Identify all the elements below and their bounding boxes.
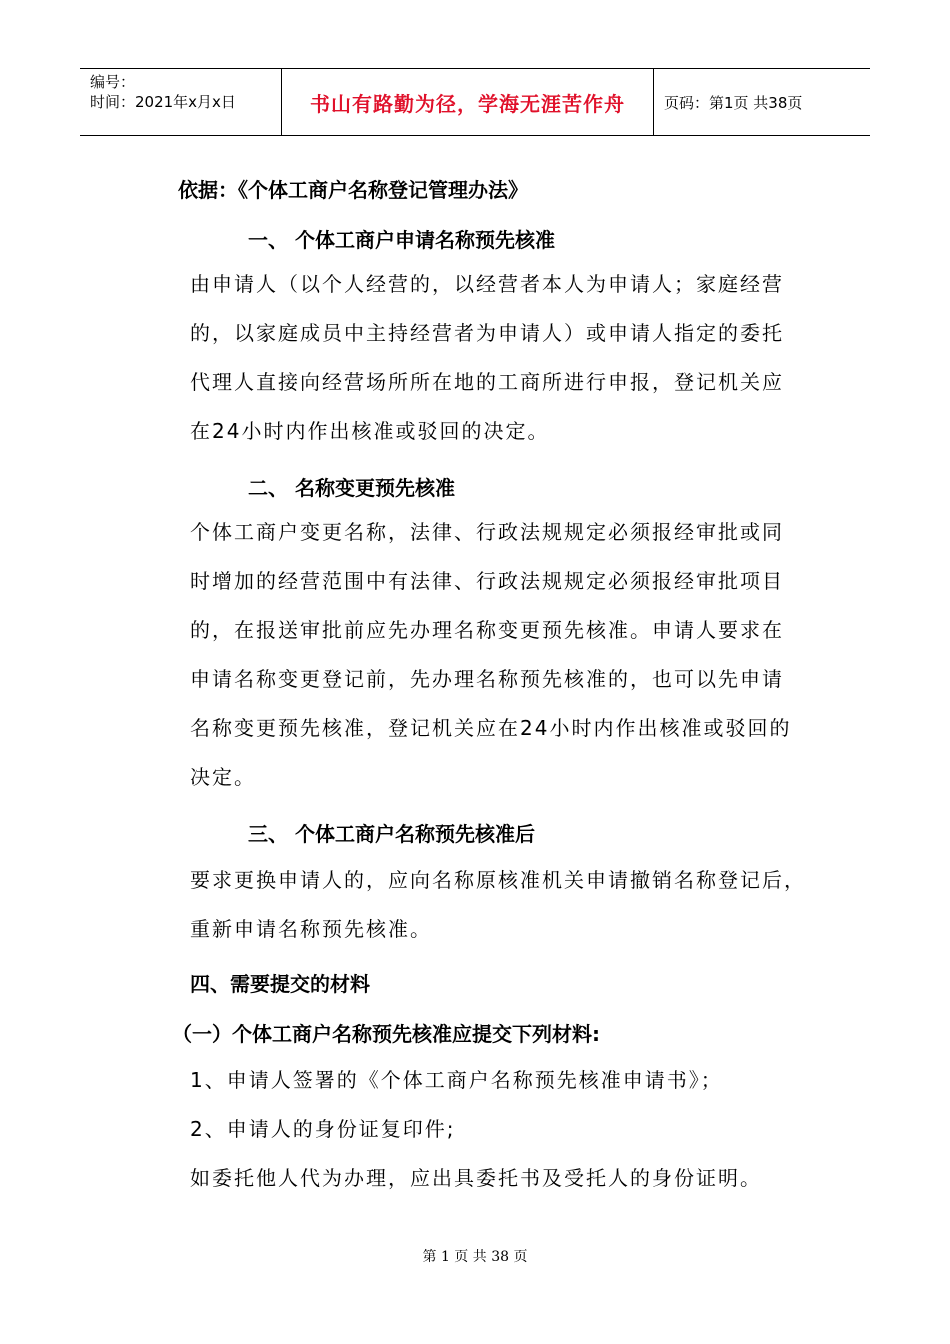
section3-paragraph	[190, 856, 815, 954]
list-item: 1、申请人签署的《个体工商户名称预先核准申请书》；	[190, 1068, 723, 1092]
paragraph-line: 的，在报送审批前应先办理名称变更预先核准。申请人要求在	[190, 618, 784, 642]
section4-heading: 四、需要提交的材料	[190, 972, 370, 996]
section3-heading: 三、 个体工商户名称预先核准后	[248, 822, 535, 846]
section2-heading: 二、 名称变更预先核准	[248, 476, 455, 500]
paragraph-line: 决定。	[190, 765, 256, 789]
basis-line: 依据：《个体工商户名称登记管理办法》	[178, 178, 528, 202]
paragraph-line: 重新申请名称预先核准。	[190, 917, 432, 941]
footer-page-number: 第 1 页 共 38 页	[422, 1249, 528, 1265]
header-motto-cell	[282, 69, 654, 135]
list-item: 2、申请人的身份证复印件;	[190, 1117, 456, 1141]
paragraph-line: 个体工商户变更名称，法律、行政法规规定必须报经审批或同	[190, 520, 784, 544]
document-time-label: 时间：2021年x月x日	[90, 93, 236, 111]
header-meta-cell	[80, 69, 282, 135]
header-page-cell	[654, 69, 870, 135]
paragraph-line: 在24小时内作出核准或驳回的决定。	[190, 419, 550, 443]
paragraph-line: 由申请人（以个人经营的，以经营者本人为申请人；家庭经营	[190, 272, 784, 296]
section4-materials-list	[190, 1056, 815, 1203]
list-item: 如委托他人代为办理，应出具委托书及受托人的身份证明。	[190, 1166, 762, 1190]
paragraph-line: 时增加的经营范围中有法律、行政法规规定必须报经审批项目	[190, 569, 784, 593]
paragraph-line: 申请名称变更登记前，先办理名称预先核准的，也可以先申请	[190, 667, 784, 691]
section4-subheading: （一）个体工商户名称预先核准应提交下列材料:	[172, 1022, 600, 1046]
paragraph-line: 代理人直接向经营场所所在地的工商所进行申报，登记机关应	[190, 370, 784, 394]
paragraph-line: 的，以家庭成员中主持经营者为申请人）或申请人指定的委托	[190, 321, 784, 345]
header-motto: 书山有路勤为径，学海无涯苦作舟	[310, 91, 625, 116]
paragraph-line: 要求更换申请人的，应向名称原核准机关申请撤销名称登记后，	[190, 868, 806, 892]
section1-heading: 一、 个体工商户申请名称预先核准	[248, 228, 555, 252]
document-number-label: 编号：	[90, 73, 136, 91]
paragraph-line: 名称变更预先核准，登记机关应在24小时内作出核准或驳回的	[190, 716, 792, 740]
section2-paragraph	[190, 508, 815, 802]
header-page-code: 页码：第1页 共38页	[664, 93, 803, 112]
document-header	[80, 68, 870, 136]
section1-paragraph	[190, 260, 815, 456]
